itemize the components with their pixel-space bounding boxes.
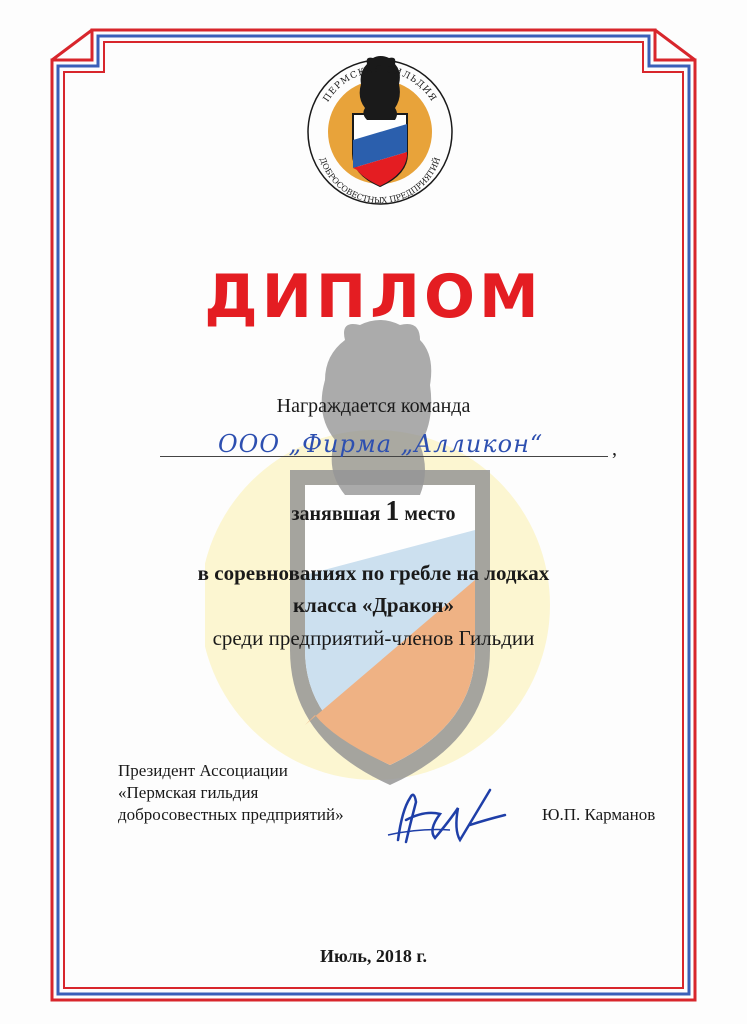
awarded-text: Награждается команда: [276, 395, 471, 417]
team-comma: ,: [612, 438, 617, 460]
place-suffix: место: [404, 503, 456, 525]
team-name-handwritten: ООО „Фирма „Алликон“: [218, 430, 544, 458]
place-prefix: занявшая: [291, 503, 381, 525]
place-number: 1: [385, 496, 400, 527]
signatory-line-2: «Пермская гильдия: [118, 783, 259, 802]
guild-emblem-icon: [305, 52, 455, 212]
issue-date: Июль, 2018 г.: [319, 946, 428, 966]
competition-line-3: среди предприятий-членов Гильдии: [212, 626, 535, 650]
signatory-line-1: Президент Ассоциации: [118, 761, 288, 780]
bear-shield-watermark-icon: [205, 320, 555, 790]
competition-line-1: в соревнованиях по гребле на лодках: [197, 561, 550, 585]
signatory-title: [118, 760, 344, 826]
competition-line-2: класса «Дракон»: [292, 593, 455, 617]
svg-text:ПЕРМСКАЯ ГИЛЬДИЯ: ПЕРМСКАЯ ГИЛЬДИЯ: [321, 64, 439, 105]
team-row: [160, 432, 620, 466]
signatory-line-3: добросовестных предприятий»: [118, 805, 344, 824]
signatory-name: Ю.П. Карманов: [542, 805, 656, 824]
handwritten-signature-icon: [380, 780, 510, 850]
place-line: [0, 496, 747, 528]
svg-text:ДОБРОСОВЕСТНЫХ ПРЕДПРИЯТИЙ: ДОБРОСОВЕСТНЫХ ПРЕДПРИЯТИЙ: [317, 156, 443, 206]
diploma-title: ДИПЛОМ: [204, 262, 543, 332]
